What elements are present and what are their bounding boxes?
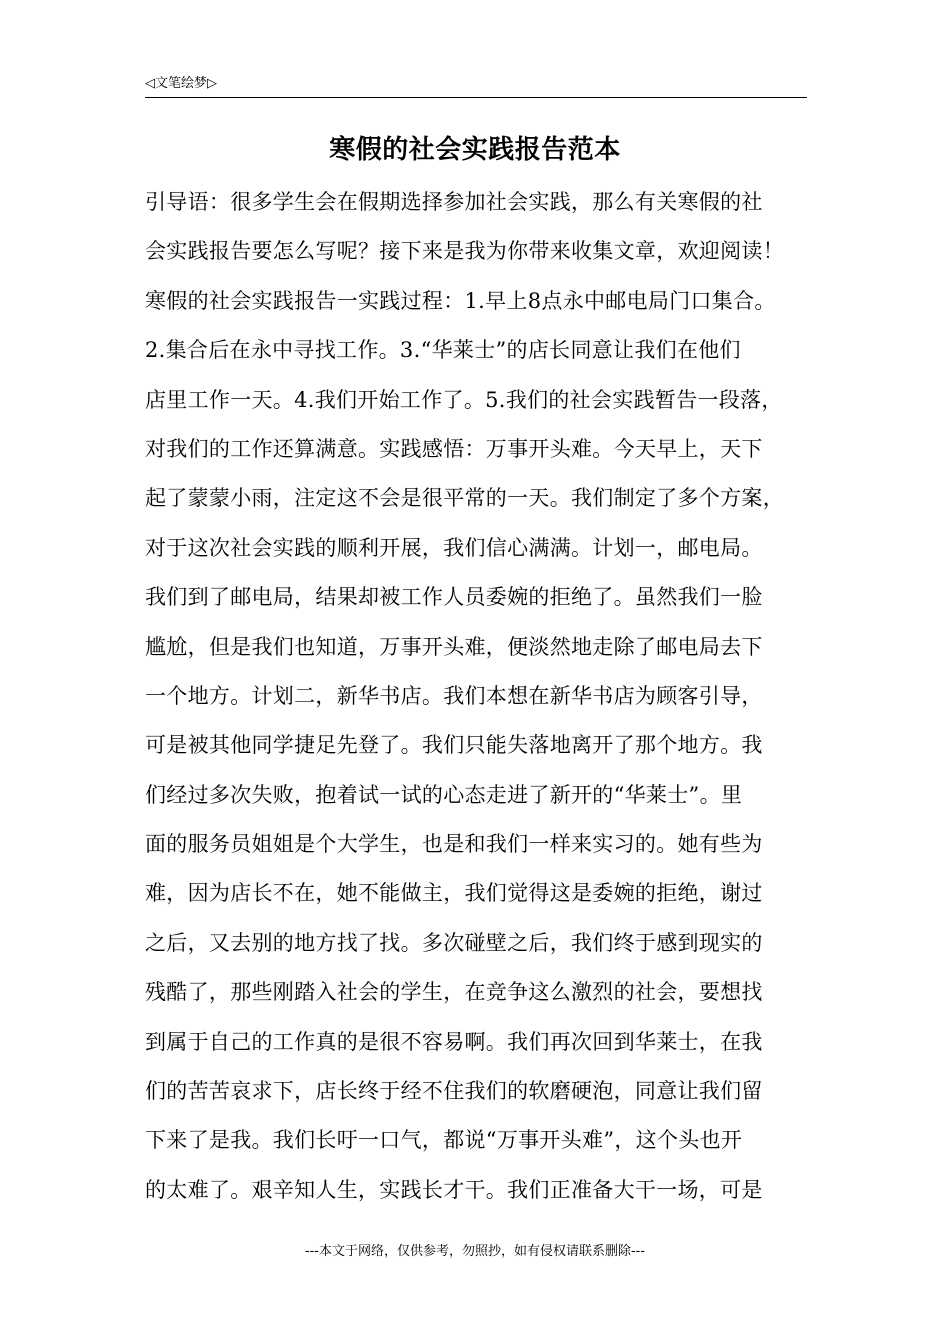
body-line: 难，因为店长不在，她不能做主，我们觉得这是委婉的拒绝，谢过 bbox=[145, 881, 763, 906]
body-line: 会实践报告要怎么写呢？接下来是我为你带来收集文章，欢迎阅读！ bbox=[145, 239, 784, 264]
body-line: 店里工作一天。4.我们开始工作了。5.我们的社会实践暂告一段落， bbox=[145, 387, 783, 412]
body-line: 可是被其他同学捷足先登了。我们只能失落地离开了那个地方。我 bbox=[145, 733, 763, 758]
body-line: 们经过多次失败，抱着试一试的心态走进了新开的“华莱士”。里 bbox=[145, 782, 743, 807]
body-line: 我们到了邮电局，结果却被工作人员委婉的拒绝了。虽然我们一脸 bbox=[145, 585, 763, 610]
header-brand: ◁文笔绘梦▷ bbox=[145, 76, 217, 91]
document-body bbox=[145, 178, 825, 1215]
body-line: 寒假的社会实践报告一实践过程：1.早上8点永中邮电局门口集合。 bbox=[145, 288, 776, 313]
body-line: 引导语：很多学生会在假期选择参加社会实践，那么有关寒假的社 bbox=[145, 190, 763, 214]
body-line: 们的苦苦哀求下，店长终于经不住我们的软磨硬泡，同意让我们留 bbox=[145, 1079, 763, 1104]
body-line: 到属于自己的工作真的是很不容易啊。我们再次回到华莱士，在我 bbox=[145, 1029, 763, 1054]
body-line: 2.集合后在永中寻找工作。3.“华莱士”的店长同意让我们在他们 bbox=[145, 338, 741, 363]
body-line: 残酷了，那些刚踏入社会的学生，在竞争这么激烈的社会，要想找 bbox=[145, 980, 763, 1005]
body-line: 对于这次社会实践的顺利开展，我们信心满满。计划一，邮电局。 bbox=[145, 535, 763, 560]
document-title: 寒假的社会实践报告范本 bbox=[329, 135, 621, 165]
header-divider bbox=[145, 97, 807, 98]
body-line: 下来了是我。我们长吁一口气，都说“万事开头难”，这个头也开 bbox=[145, 1128, 743, 1153]
footer-notice: ---本文于网络，仅供参考，勿照抄，如有侵权请联系删除--- bbox=[304, 1244, 646, 1259]
body-line: 对我们的工作还算满意。实践感悟：万事开头难。今天早上，天下 bbox=[145, 436, 763, 461]
body-line: 起了蒙蒙小雨，注定这不会是很平常的一天。我们制定了多个方案， bbox=[145, 486, 784, 511]
body-line: 的太难了。艰辛知人生，实践长才干。我们正准备大干一场，可是 bbox=[145, 1177, 763, 1202]
body-line: 面的服务员姐姐是个大学生，也是和我们一样来实习的。她有些为 bbox=[145, 832, 763, 857]
body-line: 之后，又去别的地方找了找。多次碰壁之后，我们终于感到现实的 bbox=[145, 930, 763, 955]
body-line: 一个地方。计划二，新华书店。我们本想在新华书店为顾客引导， bbox=[145, 683, 763, 708]
body-line: 尴尬，但是我们也知道，万事开头难，便淡然地走除了邮电局去下 bbox=[145, 634, 763, 659]
